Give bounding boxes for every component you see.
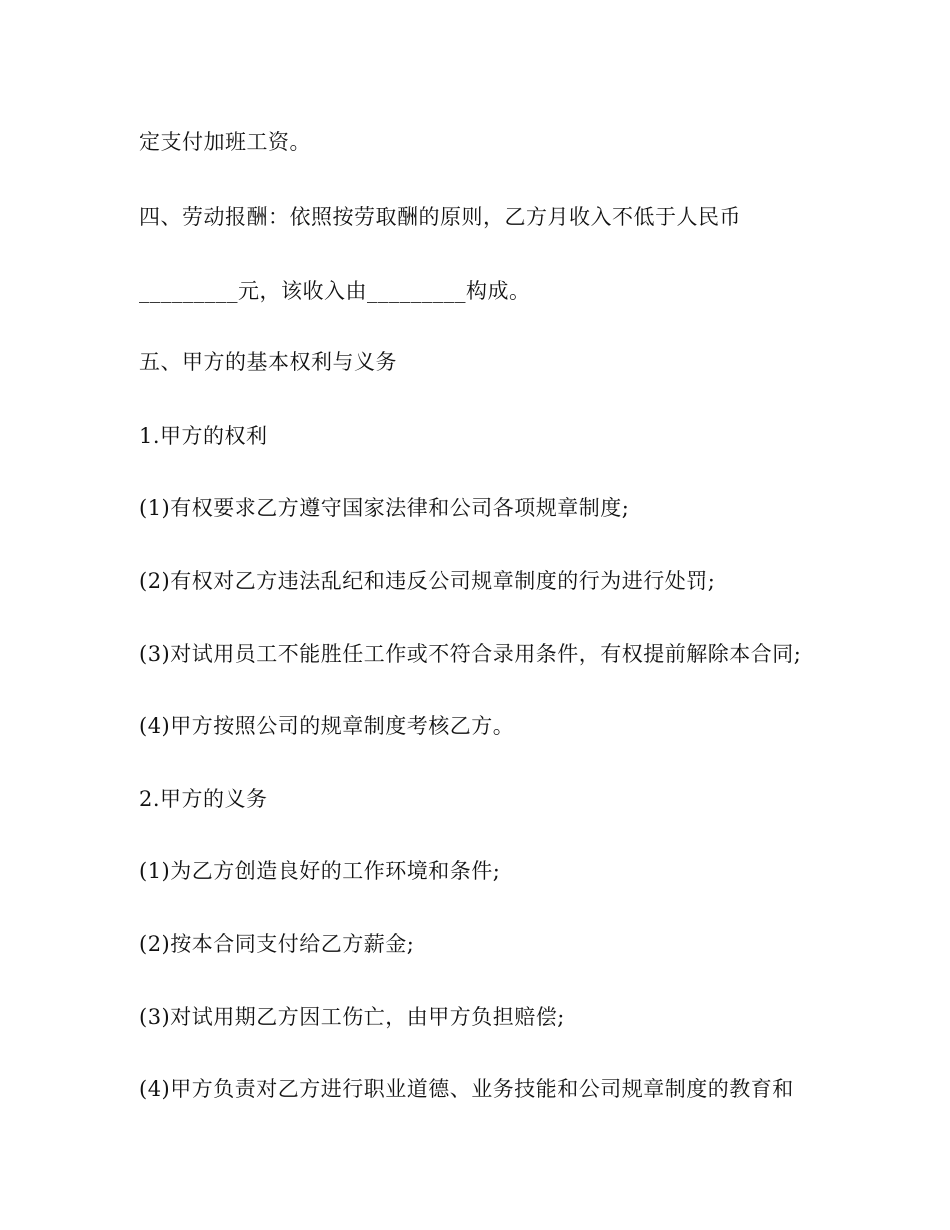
text-line-obligation-4: (4)甲方负责对乙方进行职业道德、业务技能和公司规章制度的教育和: [139, 1077, 794, 1101]
text-line-obligation-2: (2)按本合同支付给乙方薪金;: [139, 932, 415, 956]
text-line-right-3: (3)对试用员工不能胜任工作或不符合录用条件，有权提前解除本合同;: [139, 642, 802, 666]
text-line-right-2: (2)有权对乙方违法乱纪和违反公司规章制度的行为进行处罚;: [139, 569, 716, 593]
text-line-party-a-rights-heading: 1.甲方的权利: [139, 424, 268, 448]
text-line-right-1: (1)有权要求乙方遵守国家法律和公司各项规章制度;: [139, 496, 630, 520]
text-line-obligation-3: (3)对试用期乙方因工伤亡，由甲方负担赔偿;: [139, 1005, 565, 1029]
text-line-section-five-heading: 五、甲方的基本权利与义务: [139, 350, 397, 374]
text-line-income-blanks: _________元，该收入由_________构成。: [139, 279, 531, 303]
text-line-party-a-obligations-heading: 2.甲方的义务: [139, 787, 268, 811]
text-line-right-4: (4)甲方按照公司的规章制度考核乙方。: [139, 714, 515, 738]
text-line-obligation-1: (1)为乙方创造良好的工作环境和条件;: [139, 859, 501, 883]
text-line-overtime-pay: 定支付加班工资。: [139, 130, 311, 154]
text-line-section-four-remuneration: 四、劳动报酬：依照按劳取酬的原则，乙方月收入不低于人民币: [139, 205, 741, 229]
